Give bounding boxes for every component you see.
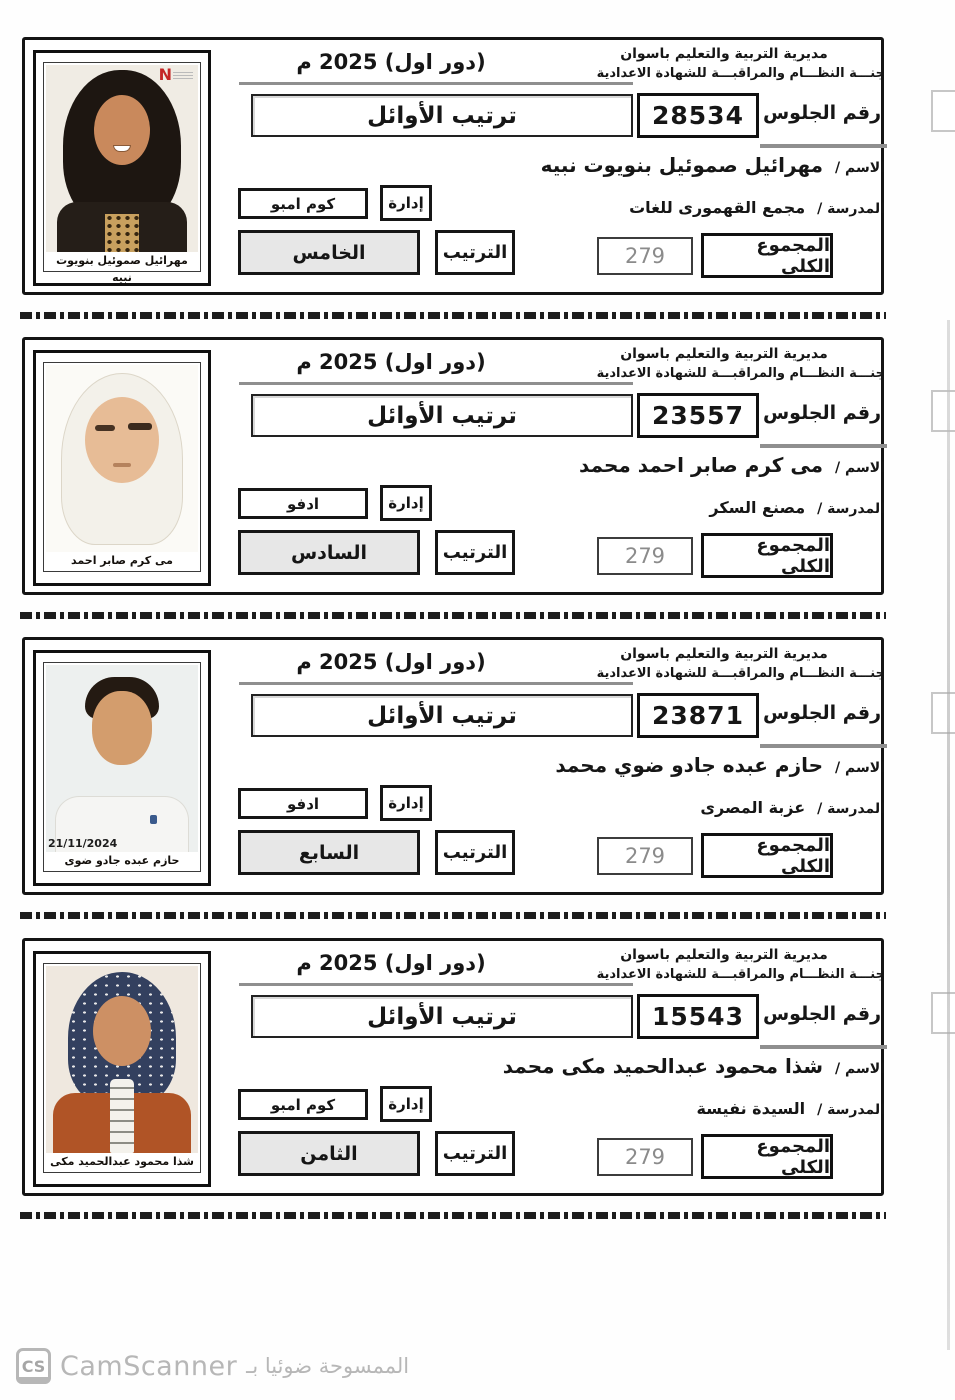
camscanner-logo-icon: CS xyxy=(16,1348,51,1384)
seat-number-value: 23557 xyxy=(637,393,759,438)
admin-value: ادفو xyxy=(238,788,368,819)
camscanner-brand: CamScanner xyxy=(60,1350,238,1382)
name-row xyxy=(455,753,885,777)
rank-value: السادس xyxy=(238,530,420,575)
seat-number-label: رقم الجلوس xyxy=(762,1003,882,1025)
school-label: المدرسة / xyxy=(817,1102,885,1118)
total-label: المجموع الكلي xyxy=(701,1134,833,1179)
committee-header: جنـــة النظـــام والمراقبـــة للشهادة الاعدادية xyxy=(596,666,885,681)
school-name: مجمع القهمورى للغات xyxy=(629,198,806,217)
admin-value: كوم امبو xyxy=(238,188,368,219)
name-label: الاسم / xyxy=(835,1061,885,1077)
student-photo xyxy=(33,350,211,586)
committee-header: جنـــة النظـــام والمراقبـــة للشهادة الاعدادية xyxy=(596,366,885,381)
underline xyxy=(760,144,887,148)
school-name: السيدة نفيسة xyxy=(696,1099,806,1118)
ranking-title-box: ترتيب الأوائل xyxy=(251,995,633,1038)
exam-round: (دور اول) 2025 م xyxy=(296,650,486,674)
seat-number-label: رقم الجلوس xyxy=(762,102,882,124)
student-result-card xyxy=(22,37,884,295)
photo-caption: حازم عبده جادو ضوى xyxy=(64,854,180,867)
student-portrait-image xyxy=(46,665,198,852)
rank-value: الثامن xyxy=(238,1131,420,1176)
seat-number-label: رقم الجلوس xyxy=(762,402,882,424)
admin-value: كوم امبو xyxy=(238,1089,368,1120)
school-name: عزبة المصرى xyxy=(700,798,806,817)
cut-off-margin-box xyxy=(931,992,955,1034)
dashed-separator xyxy=(20,312,886,319)
underline xyxy=(760,444,887,448)
total-label: المجموع الكلي xyxy=(701,233,833,278)
name-label: الاسم / xyxy=(835,160,885,176)
admin-label: إدارة xyxy=(380,785,432,821)
student-name: مى كرم صابر احمد محمد xyxy=(579,453,824,477)
school-label: المدرسة / xyxy=(817,201,885,217)
committee-header: جنـــة النظـــام والمراقبـــة للشهادة الاعدادية xyxy=(596,967,885,982)
name-row xyxy=(455,453,885,477)
cut-off-margin-box xyxy=(931,390,955,432)
scan-edge-shadow xyxy=(947,320,950,1350)
scanned-with-label: الممسوحة ضوئيا بـ xyxy=(246,1354,410,1378)
committee-header: جنـــة النظـــام والمراقبـــة للشهادة الاعدادية xyxy=(596,66,885,81)
directorate-header: مديرية التربية والتعليم باسوان xyxy=(620,947,828,963)
rank-label: الترتيب xyxy=(435,1131,515,1176)
seat-number-value: 15543 xyxy=(637,994,759,1039)
directorate-header: مديرية التربية والتعليم باسوان xyxy=(620,346,828,362)
dashed-separator xyxy=(20,912,886,919)
cut-off-margin-box xyxy=(931,90,955,132)
photo-studio-watermark: N xyxy=(159,67,193,83)
school-name: مصنع السكر xyxy=(709,498,806,517)
name-row xyxy=(455,1054,885,1078)
admin-label: إدارة xyxy=(380,185,432,221)
student-result-card xyxy=(22,938,884,1196)
exam-round: (دور اول) 2025 م xyxy=(296,951,486,975)
student-photo xyxy=(33,951,211,1187)
total-value: 279 xyxy=(597,237,693,275)
admin-label: إدارة xyxy=(380,485,432,521)
seat-number-value: 28534 xyxy=(637,93,759,138)
exam-round: (دور اول) 2025 م xyxy=(296,50,486,74)
school-row xyxy=(505,498,885,517)
student-name: شذا محمود عبدالحميد مكى محمد xyxy=(502,1054,824,1078)
ranking-title-box: ترتيب الأوائل xyxy=(251,694,633,737)
total-label: المجموع الكلي xyxy=(701,833,833,878)
student-name: حازم عبده جادو ضوي محمد xyxy=(555,753,824,777)
student-result-card xyxy=(22,337,884,595)
student-photo xyxy=(33,50,211,286)
photo-date: 21/11/2024 xyxy=(48,837,118,850)
name-row xyxy=(455,153,885,177)
underline xyxy=(239,82,633,85)
photo-caption: شذا محمود عبدالحميد مكى xyxy=(50,1155,194,1168)
ranking-title-box: ترتيب الأوائل xyxy=(251,394,633,437)
student-photo xyxy=(33,650,211,886)
school-label: المدرسة / xyxy=(817,501,885,517)
name-label: الاسم / xyxy=(835,460,885,476)
underline xyxy=(239,382,633,385)
cut-off-margin-box xyxy=(931,692,955,734)
student-portrait-image xyxy=(46,65,198,252)
admin-value: ادفو xyxy=(238,488,368,519)
admin-label: إدارة xyxy=(380,1086,432,1122)
total-label: المجموع الكلي xyxy=(701,533,833,578)
underline xyxy=(239,983,633,986)
school-label: المدرسة / xyxy=(817,801,885,817)
underline xyxy=(760,744,887,748)
total-value: 279 xyxy=(597,1138,693,1176)
school-row xyxy=(505,1099,885,1118)
dashed-separator xyxy=(20,612,886,619)
rank-value: الخامس xyxy=(238,230,420,275)
seat-number-label: رقم الجلوس xyxy=(762,702,882,724)
underline xyxy=(760,1045,887,1049)
total-value: 279 xyxy=(597,537,693,575)
school-row xyxy=(505,798,885,817)
ranking-title-box: ترتيب الأوائل xyxy=(251,94,633,137)
rank-label: الترتيب xyxy=(435,830,515,875)
rank-value: السابع xyxy=(238,830,420,875)
underline xyxy=(239,682,633,685)
student-name: مهرائيل صموئيل بنويوت نبيه xyxy=(540,153,824,177)
rank-label: الترتيب xyxy=(435,530,515,575)
directorate-header: مديرية التربية والتعليم باسوان xyxy=(620,646,828,662)
student-portrait-image xyxy=(46,365,198,552)
total-value: 279 xyxy=(597,837,693,875)
directorate-header: مديرية التربية والتعليم باسوان xyxy=(620,46,828,62)
seat-number-value: 23871 xyxy=(637,693,759,738)
student-result-card xyxy=(22,637,884,895)
school-row xyxy=(505,198,885,217)
photo-caption: مى كرم صابر احمد xyxy=(71,554,173,567)
student-portrait-image xyxy=(46,966,198,1153)
camscanner-watermark xyxy=(16,1348,409,1384)
exam-round: (دور اول) 2025 م xyxy=(296,350,486,374)
rank-label: الترتيب xyxy=(435,230,515,275)
name-label: الاسم / xyxy=(835,760,885,776)
photo-caption: مهرائيل صموئيل بنويوت نبيه xyxy=(56,254,188,284)
dashed-separator xyxy=(20,1212,886,1219)
